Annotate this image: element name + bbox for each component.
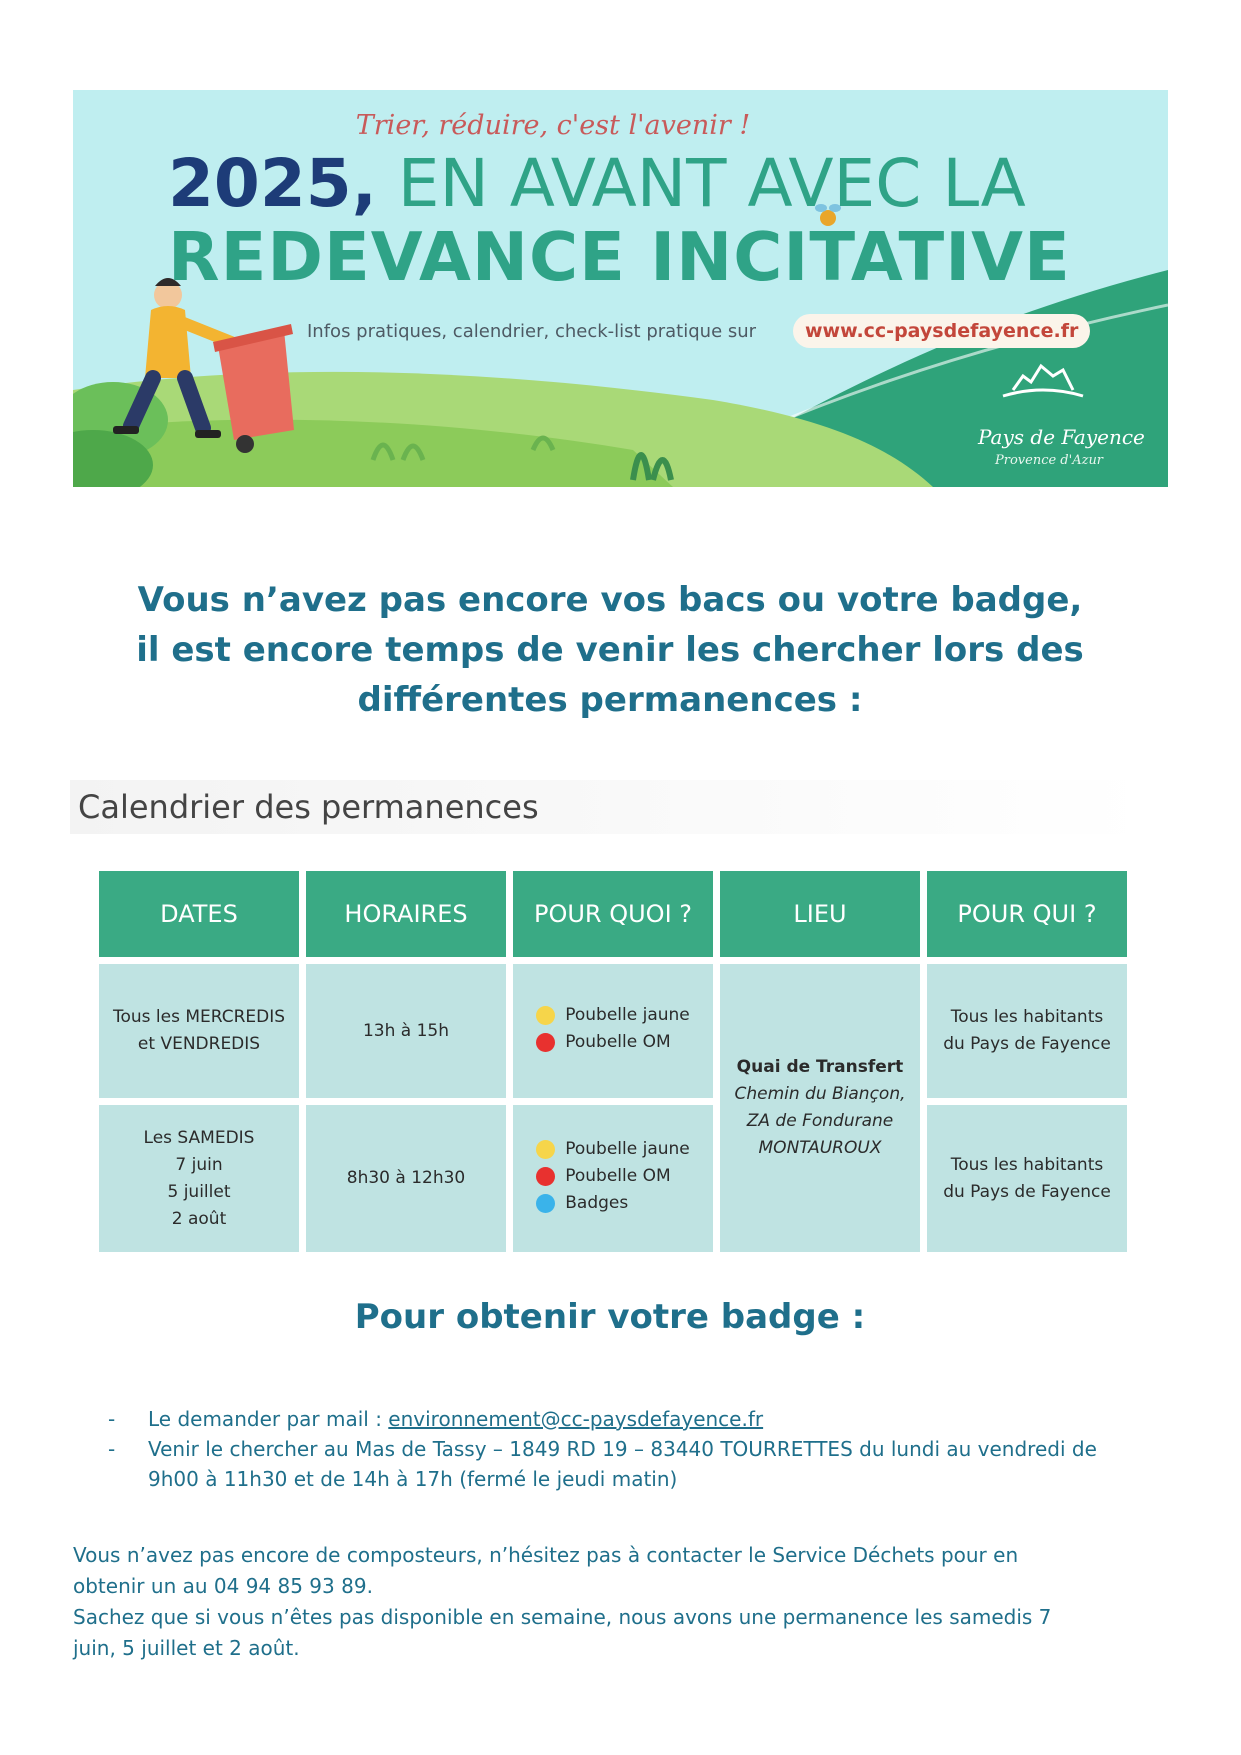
intro-line-1: Vous n’avez pas encore vos bacs ou votre badge,: [137, 580, 1083, 620]
dates-line: 5 juillet: [167, 1181, 231, 1202]
banner-infos-text: Infos pratiques, calendrier, check-list pratique sur: [307, 321, 757, 342]
cell-dates: [99, 1105, 299, 1252]
pour-qui-line: du Pays de Fayence: [943, 1181, 1111, 1202]
mail-prefix: Le demander par mail :: [148, 1407, 389, 1431]
brand-name: Pays de Fayence: [978, 425, 1145, 449]
dates-line: Les SAMEDIS: [143, 1127, 255, 1148]
pour-qui-line: Tous les habitants: [950, 1154, 1104, 1175]
banner-headline-rest: EN AVANT AVEC LA: [397, 145, 1026, 222]
cell-pour-qui: [927, 1105, 1127, 1252]
banner-tagline: Trier, réduire, c'est l'avenir !: [355, 110, 751, 141]
calendar-header-row: [99, 871, 1127, 957]
header-lieu: LIEU: [720, 871, 920, 957]
list-dash: -: [108, 1437, 116, 1461]
banner-url[interactable]: www.cc-paysdefayence.fr: [793, 314, 1090, 348]
list-item: [108, 1434, 1158, 1494]
paragraph-line: juin, 5 juillet et 2 août.: [73, 1636, 300, 1660]
cell-lieu: [720, 964, 920, 1252]
banner: [73, 90, 1168, 487]
yellow-dot-icon: [536, 1140, 555, 1159]
dates-line: Tous les MERCREDIS: [112, 1007, 286, 1027]
banner-headline-line2: REDEVANCE INCITATIVE: [168, 218, 1071, 296]
lieu-address-line: Chemin du Biançon,: [734, 1084, 906, 1104]
brand-subtitle: Provence d'Azur: [995, 453, 1104, 468]
list-item: [536, 1163, 690, 1190]
address-line-1: Venir le chercher au Mas de Tassy – 1849 RD 19 – 83440 TOURRETTES du lundi au vendredi de: [148, 1437, 1097, 1461]
yellow-dot-icon: [536, 1006, 555, 1025]
header-dates: DATES: [99, 871, 299, 957]
badge-instructions-list: [108, 1404, 1158, 1494]
dates-line: 2 août: [171, 1208, 227, 1229]
red-dot-icon: [536, 1167, 555, 1186]
list-item: [536, 1029, 690, 1056]
list-dash: -: [108, 1407, 116, 1431]
list-item: [108, 1404, 1158, 1434]
list-item: [536, 1190, 690, 1217]
table-row: [99, 1105, 1127, 1252]
cell-pour-qui: [927, 964, 1127, 1098]
banner-headline-year: 2025,: [168, 145, 377, 222]
lieu-address-line: ZA de Fondurane: [746, 1111, 894, 1131]
intro-line-3: différentes permanences :: [357, 680, 863, 720]
dates-line: 7 juin: [175, 1154, 223, 1175]
red-dot-icon: [536, 1033, 555, 1052]
paragraph-line: Sachez que si vous n’êtes pas disponible en semaine, nous avons une permanence les samedis 7: [73, 1605, 1052, 1629]
composter-paragraph: [73, 1540, 1163, 1602]
header-pour-quoi: POUR QUOI ?: [513, 871, 713, 957]
pour-qui-line: du Pays de Fayence: [943, 1034, 1111, 1054]
email-link[interactable]: environnement@cc-paysdefayence.fr: [388, 1407, 764, 1431]
calendar-table: [92, 864, 1134, 1259]
banner-headline: [168, 145, 1108, 222]
paragraph-line: obtenir un au 04 94 85 93 89.: [73, 1574, 373, 1598]
lieu-address-line: MONTAUROUX: [758, 1138, 882, 1158]
paragraph-line: Vous n’avez pas encore de composteurs, n’hésitez pas à contacter le Service Déchets pour en: [73, 1543, 1019, 1567]
cell-dates: [99, 964, 299, 1098]
calendar-title: Calendrier des permanences: [78, 788, 539, 826]
intro-line-2: il est encore temps de venir les chercher lors des: [136, 630, 1084, 670]
address-line-2: 9h00 à 11h30 et de 14h à 17h (fermé le jeudi matin): [148, 1467, 678, 1491]
badge-section-title: Pour obtenir votre badge :: [354, 1297, 866, 1337]
intro-heading: [100, 575, 1120, 725]
header-pour-qui: POUR QUI ?: [927, 871, 1127, 957]
pour-qui-line: Tous les habitants: [950, 1007, 1104, 1027]
table-row: [99, 964, 1127, 1098]
blue-dot-icon: [536, 1194, 555, 1213]
lieu-name: Quai de Transfert: [736, 1057, 904, 1077]
saturday-paragraph: [73, 1602, 1163, 1664]
cell-horaires: 8h30 à 12h30: [306, 1105, 506, 1252]
item-label: Poubelle jaune: [565, 1138, 690, 1159]
cell-horaires: 13h à 15h: [306, 964, 506, 1098]
item-label: Poubelle OM: [565, 1031, 671, 1052]
item-label: Poubelle OM: [565, 1165, 671, 1186]
list-item: [536, 1136, 690, 1163]
item-label: Poubelle jaune: [565, 1004, 690, 1025]
item-label: Badges: [565, 1192, 629, 1213]
header-horaires: HORAIRES: [306, 871, 506, 957]
dates-line: et VENDREDIS: [137, 1034, 261, 1054]
cell-pour-quoi: [513, 964, 713, 1098]
cell-pour-quoi: [513, 1105, 713, 1252]
list-item: [536, 1002, 690, 1029]
